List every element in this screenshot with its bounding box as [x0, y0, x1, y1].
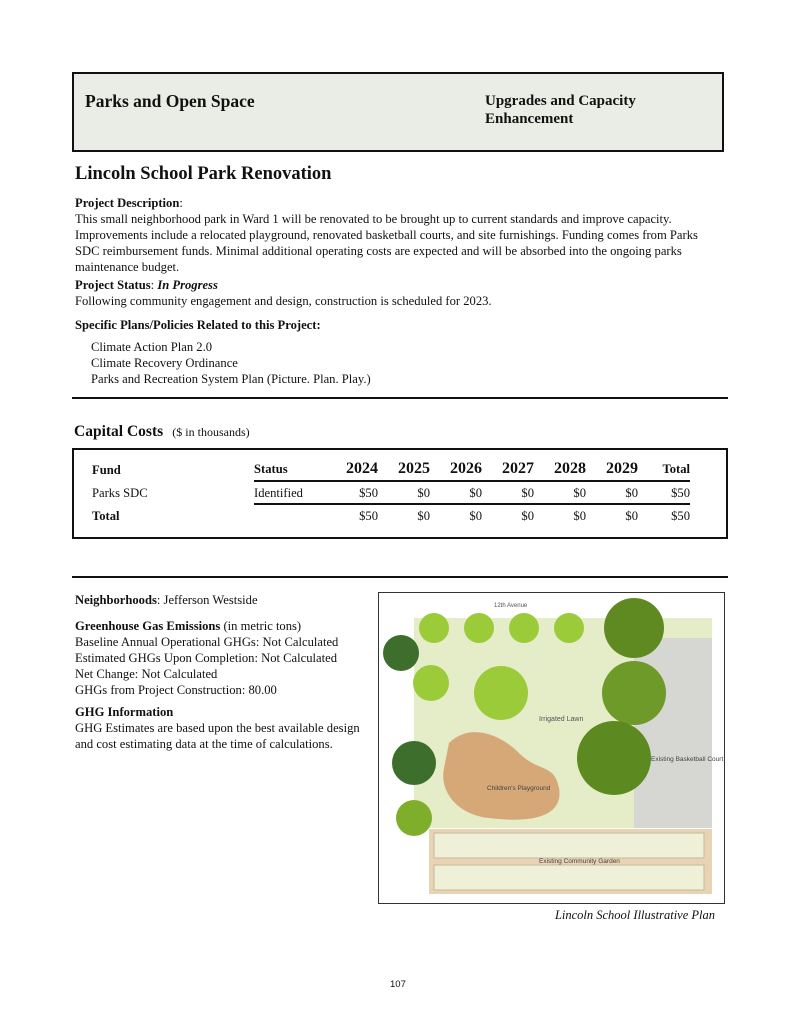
header-year: 2027 — [502, 460, 534, 477]
cell-fund: Parks SDC — [92, 485, 148, 500]
cell-amount: $0 — [378, 504, 430, 527]
neighborhoods-label: Neighborhoods — [75, 593, 157, 607]
neighborhoods-value: Jefferson Westside — [163, 593, 258, 607]
cell-status: Identified — [254, 481, 328, 504]
status-label: Project Status — [75, 278, 151, 292]
label-lawn: Irrigated Lawn — [539, 716, 584, 723]
plans-label: Specific Plans/Policies Related to this Project: — [75, 318, 321, 332]
cell-amount: $0 — [586, 481, 638, 504]
total-label: Total — [92, 508, 120, 523]
description-text: This small neighborhood park in Ward 1 will be renovated to be brought up to current standards and improve capacity. Improvements include a relocated playground, renovated basketball courts, and site furnishings. Funding comes from Parks SDC reimbursement funds. Minimal additional operating costs are expected and will be absorbed into the ongoing parks maintenance budget. — [75, 212, 698, 274]
subcategory-title: Upgrades and Capacity Enhancement — [485, 93, 636, 127]
cell-amount: $0 — [482, 504, 534, 527]
cell-amount: $50 — [328, 481, 378, 504]
table-row — [92, 481, 690, 504]
header-year: 2025 — [398, 460, 430, 477]
header-status: Status — [254, 462, 288, 476]
cell-amount: $0 — [378, 481, 430, 504]
cell-amount: $0 — [534, 504, 586, 527]
ghg-line: GHGs from Project Construction: 80.00 — [75, 683, 277, 697]
label-playground: Children's Playground — [487, 785, 551, 792]
cell-amount: $0 — [430, 504, 482, 527]
status-value: In Progress — [157, 278, 218, 292]
cell-amount: $50 — [328, 504, 378, 527]
cell-total: $50 — [638, 481, 690, 504]
category-title: Parks and Open Space — [85, 91, 255, 111]
ghg-info-label: GHG Information — [75, 705, 174, 719]
header-year: 2026 — [450, 460, 482, 477]
plan-item: Climate Action Plan 2.0 — [91, 340, 213, 354]
ghg-info-text: GHG Estimates are based upon the best available design and cost estimating data at the time of calculations. — [75, 721, 360, 751]
label-garden: Existing Community Garden — [539, 858, 620, 865]
ghg-line: Estimated GHGs Upon Completion: Not Calculated — [75, 651, 337, 665]
plan-item: Climate Recovery Ordinance — [91, 356, 238, 370]
cell-status — [254, 504, 328, 527]
project-status: Project Status: In Progress Following community engagement and design, construction is scheduled for 2023. — [75, 277, 725, 309]
figure-caption: Lincoln School Illustrative Plan — [554, 908, 715, 922]
ghg-line: Baseline Annual Operational GHGs: Not Calculated — [75, 635, 339, 649]
capital-costs-title: Capital Costs — [74, 423, 164, 440]
label-street: 12th Avenue — [494, 603, 528, 609]
divider — [72, 397, 728, 399]
illustrative-plan-image — [378, 592, 725, 904]
header-total: Total — [662, 462, 690, 476]
table-header-row — [92, 458, 690, 481]
header-year: 2028 — [554, 460, 586, 477]
plan-item: Parks and Recreation System Plan (Picture. Plan. Play.) — [91, 372, 371, 386]
header-fund: Fund — [92, 462, 121, 477]
header-year: 2029 — [606, 460, 638, 477]
divider — [72, 576, 728, 578]
cell-amount: $0 — [586, 504, 638, 527]
cell-amount: $0 — [430, 481, 482, 504]
details-column: Neighborhoods: Jefferson Westside Greenhouse Gas Emissions (in metric tons) Baseline Annual Operational GHGs: Not Calculated Estimated GHGs Upon Completion: Not Calculated Net Change: Not Calculated GHGs from Project Construction: 80.00 GHG Information GHG Estimates are based upon the best available design and cost estimating data at the time of calculations. — [75, 592, 365, 752]
capital-units: ($ in thousands) — [172, 425, 250, 439]
cell-amount: $0 — [534, 481, 586, 504]
description-label: Project Description — [75, 196, 180, 210]
capital-costs-heading — [74, 424, 250, 440]
ghg-label: Greenhouse Gas Emissions — [75, 619, 221, 633]
cell-amount: $0 — [482, 481, 534, 504]
section-header — [72, 72, 724, 152]
status-text: Following community engagement and design, construction is scheduled for 2023. — [75, 294, 492, 308]
project-title: Lincoln School Park Renovation — [75, 164, 332, 184]
capital-costs-table — [72, 448, 728, 539]
header-year: 2024 — [346, 460, 378, 477]
plans-section — [75, 317, 725, 387]
cell-total: $50 — [638, 504, 690, 527]
project-description: Project Description: This small neighborhood park in Ward 1 will be renovated to be brought up to current standards and improve capacity. Improvements include a relocated playground, renovated basketball courts, and site furnishings. Funding comes from Parks SDC reimbursement funds. Minimal additional operating costs are expected and will be absorbed into the ongoing parks maintenance budget. — [75, 195, 725, 275]
table-total-row — [92, 504, 690, 527]
ghg-units: (in metric tons) — [223, 619, 302, 633]
label-court: Existing Basketball Court — [651, 756, 724, 763]
ghg-line: Net Change: Not Calculated — [75, 667, 218, 681]
page-number: 107 — [390, 979, 406, 990]
